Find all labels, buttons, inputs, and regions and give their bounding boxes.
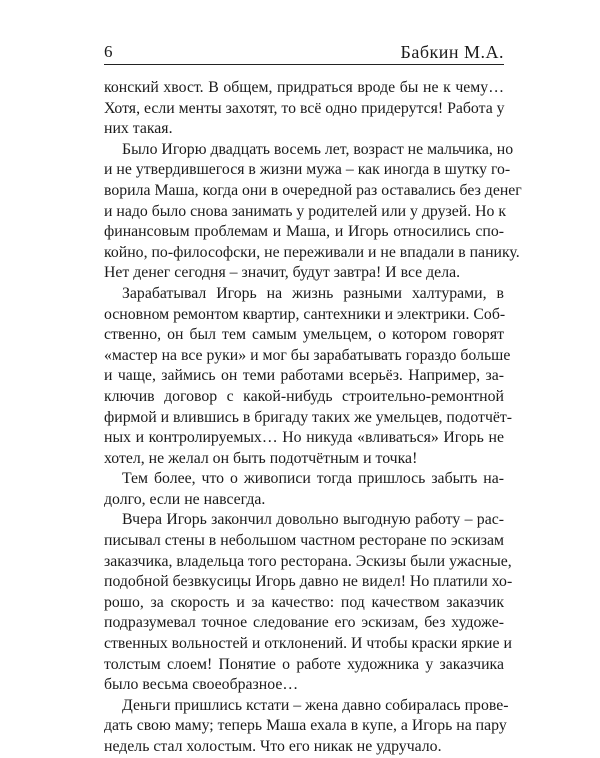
paragraph xyxy=(104,78,504,140)
text-line: было весьма своеобразное… xyxy=(104,676,299,694)
page-number: 6 xyxy=(104,42,113,61)
text-line: хотел, не желал он быть подотчётным и точка! xyxy=(104,449,418,467)
text-line: ных и контролируемых… Но никуда «вливаться» Игорь не xyxy=(104,429,504,447)
text-line: Тем более, что о живописи тогда пришлось забыть на- xyxy=(122,470,504,488)
text-line: ключив договор с какой-нибудь строительно-ремонтной xyxy=(104,387,504,405)
text-line: подобной безвкусицы Игорь давно не видел! Но платили хо- xyxy=(104,573,513,591)
text-line: долго, если не навсегда. xyxy=(104,490,266,508)
author-name: Бабкин М.А. xyxy=(400,42,504,62)
text-line: койно, по-философски, не переживали и не впадали в панику. xyxy=(104,243,520,261)
text-line: Хотя, если менты захотят, то всё одно придерутся! Работа у xyxy=(104,99,505,117)
text-line: и не утвердившегося в жизни мужа – как иногда в шутку го- xyxy=(104,161,511,179)
paragraph xyxy=(104,469,504,510)
text-line: «мастер на все руки» и мог бы зарабатывать гораздо больше xyxy=(104,346,511,364)
text-line: Деньги пришлись кстати – жена давно собиралась прове- xyxy=(122,696,509,714)
paragraph xyxy=(104,284,513,469)
text-line: и чаще, займись он теми работами всерьёз. Например, за- xyxy=(104,367,504,385)
text-line: рошо, за скорость и за качество: под качеством заказчик xyxy=(104,593,504,611)
text-line: заказчика, владельца того ресторана. Эскизы были ужасные, xyxy=(104,552,512,570)
text-line: Вчера Игорь закончил довольно выгодную работу – рас- xyxy=(122,511,504,529)
text-line: толстым слоем! Понятие о работе художника у заказчика xyxy=(104,655,504,673)
text-line: подразумевал точное следование его эскизам, без художе- xyxy=(104,614,504,632)
text-line: дать свою маму; теперь Маша ехала в купе, а Игорь на пару xyxy=(104,717,507,735)
paragraph xyxy=(104,510,513,695)
text-line: основном ремонтом квартир, сантехники и электрики. Соб- xyxy=(104,305,506,323)
paragraph xyxy=(104,140,522,284)
page-body xyxy=(104,78,522,758)
text-line: и надо было снова занимать у родителей или у друзей. Но к xyxy=(104,202,507,220)
text-line: писывал стены в небольшом частном ресторане по эскизам xyxy=(104,532,504,550)
text-line: недель стал холостым. Что его никак не удручало. xyxy=(104,738,442,755)
text-line: ственных вольностей и отклонений. И чтобы краски яркие и xyxy=(104,635,512,653)
text-line: них такая. xyxy=(104,120,173,138)
paragraph xyxy=(104,696,509,758)
text-line: фирмой и влившись в бригаду таких же умельцев, подотчёт- xyxy=(104,408,513,426)
running-header xyxy=(104,38,504,65)
text-line: ворила Маша, когда они в очередной раз оставались без денег xyxy=(104,181,522,199)
text-line: ственно, он был тем самым умельцем, о котором говорят xyxy=(104,326,504,344)
text-line: Нет денег сегодня – значит, будут завтра! И все дела. xyxy=(104,264,461,282)
text-line: Было Игорю двадцать восемь лет, возраст не мальчика, но xyxy=(122,140,514,158)
text-line: конский хвост. В общем, придраться вроде бы не к чему… xyxy=(104,79,504,96)
text-line: Зарабатывал Игорь на жизнь разными халтурами, в xyxy=(122,284,504,302)
text-line: финансовым проблемам и Маша, и Игорь относились спо- xyxy=(104,223,504,241)
